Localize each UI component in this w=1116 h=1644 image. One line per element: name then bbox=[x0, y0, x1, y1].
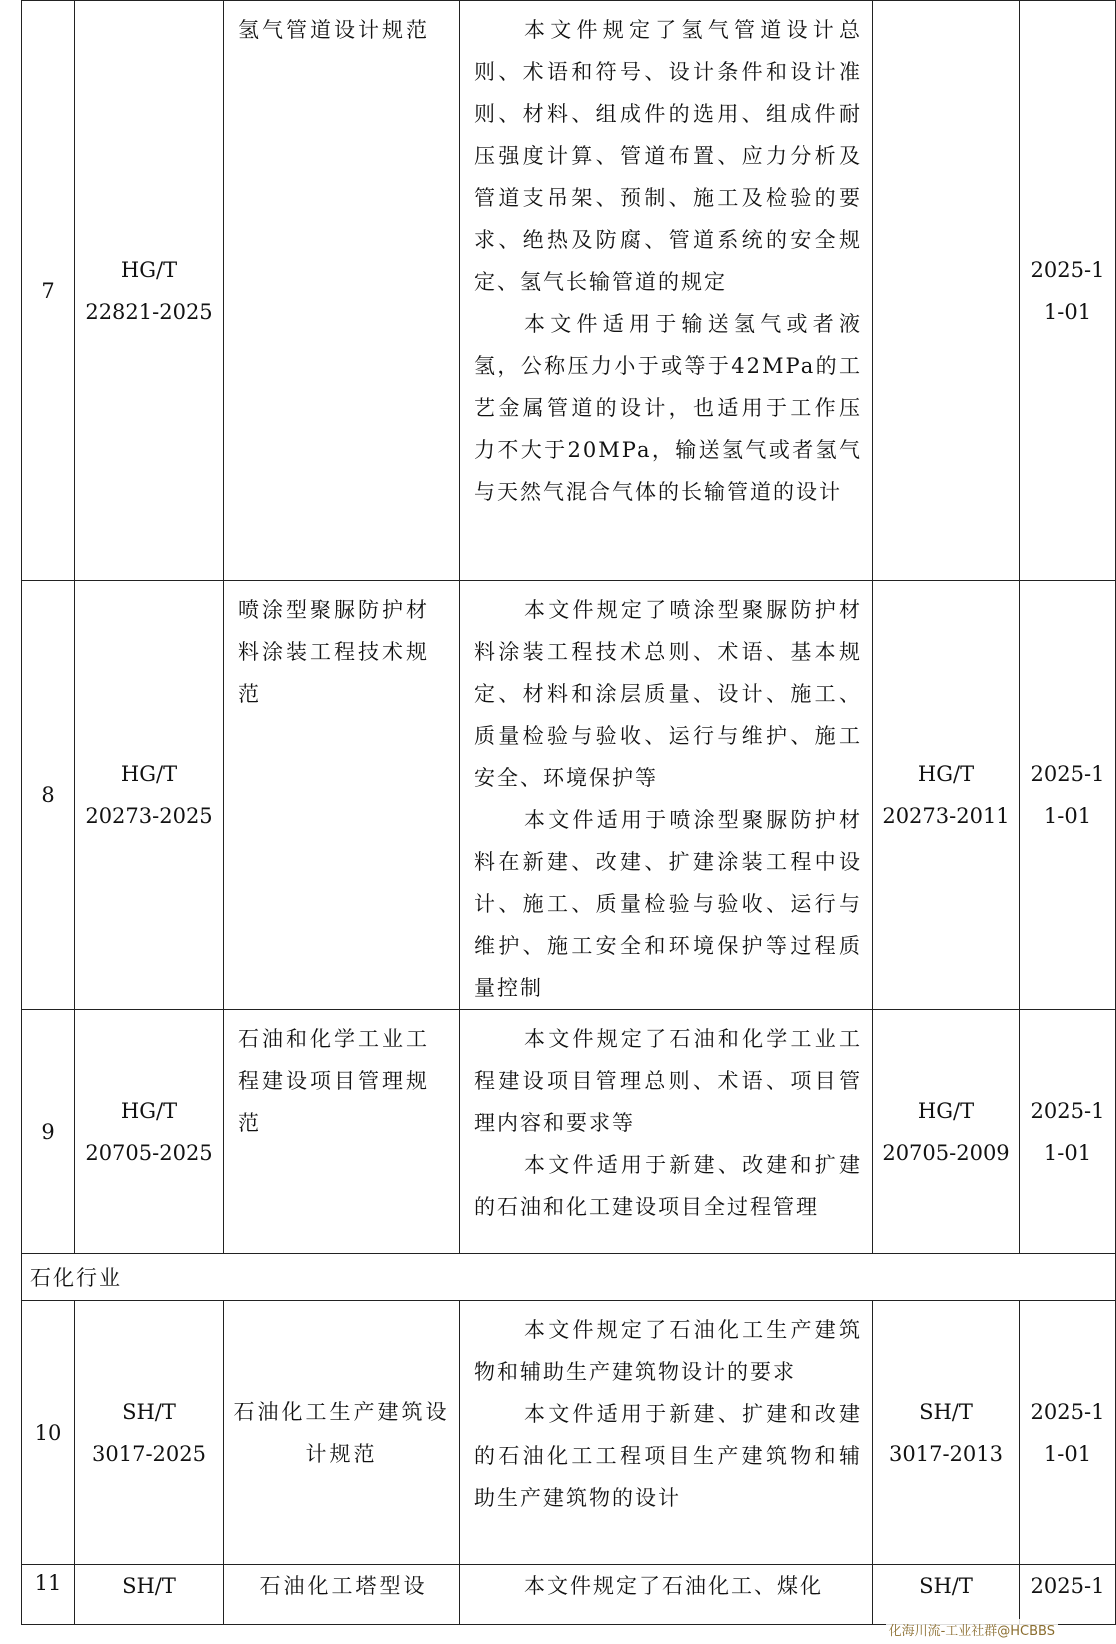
effective-date: 2025-1 bbox=[1020, 1565, 1116, 1625]
standard-description: 本文件规定了石油和化学工业工程建设项目管理总则、术语、项目管理内容和要求等 本文件适用于新建、改建和扩建的石油和化工建设项目全过程管理 bbox=[460, 1010, 873, 1254]
effective-date: 2025-1 1-01 bbox=[1020, 1010, 1116, 1254]
standard-description: 本文件规定了石油化工、煤化 bbox=[460, 1565, 873, 1625]
section-header-row bbox=[22, 1254, 1116, 1301]
standard-code: SH/T bbox=[75, 1565, 224, 1625]
table-row bbox=[22, 1, 1116, 581]
standards-table bbox=[21, 0, 1116, 1625]
standard-code: HG/T 20705-2025 bbox=[75, 1010, 224, 1254]
standard-description: 本文件规定了石油化工生产建筑物和辅助生产建筑物设计的要求 本文件适用于新建、扩建和改建的石油化工工程项目生产建筑物和辅助生产建筑物的设计 bbox=[460, 1301, 873, 1565]
table-row bbox=[22, 1010, 1116, 1254]
table-row bbox=[22, 581, 1116, 1010]
table-row bbox=[22, 1301, 1116, 1565]
row-number: 7 bbox=[22, 1, 75, 581]
row-number: 10 bbox=[22, 1301, 75, 1565]
section-title: 石化行业 bbox=[22, 1254, 1116, 1301]
effective-date: 2025-1 1-01 bbox=[1020, 581, 1116, 1010]
replaced-standard: SH/T 3017-2013 bbox=[873, 1301, 1020, 1565]
effective-date: 2025-1 1-01 bbox=[1020, 1, 1116, 581]
standard-name: 氢气管道设计规范 bbox=[224, 1, 460, 581]
replaced-standard: HG/T 20273-2011 bbox=[873, 581, 1020, 1010]
standard-description: 本文件规定了喷涂型聚脲防护材料涂装工程技术总则、术语、基本规定、材料和涂层质量、设计、施工、质量检验与验收、运行与维护、施工安全、环境保护等 本文件适用于喷涂型聚脲防护材料在新建、改建、扩建涂装工程中设计、施工、质量检验与验收、运行与维护、施工安全和环境保护等过程质量控制 bbox=[460, 581, 873, 1010]
standard-code: SH/T 3017-2025 bbox=[75, 1301, 224, 1565]
replaced-standard: HG/T 20705-2009 bbox=[873, 1010, 1020, 1254]
standard-name: 石油和化学工业工程建设项目管理规范 bbox=[224, 1010, 460, 1254]
standard-name: 石油化工塔型设 bbox=[224, 1565, 460, 1625]
standard-code: HG/T 22821-2025 bbox=[75, 1, 224, 581]
standard-description: 本文件规定了氢气管道设计总则、术语和符号、设计条件和设计准则、材料、组成件的选用、组成件耐压强度计算、管道布置、应力分析及管道支吊架、预制、施工及检验的要求、绝热及防腐、管道系统的安全规定、氢气长输管道的规定 本文件适用于输送氢气或者液氢，公称压力小于或等于42MPa的工艺金属管道的设计，也适用于工作压力不大于20MPa，输送氢气或者氢气与天然气混合气体的长输管道的设计 bbox=[460, 1, 873, 581]
row-number: 8 bbox=[22, 581, 75, 1010]
standard-name: 石油化工生产建筑设计规范 bbox=[224, 1301, 460, 1565]
table-row bbox=[22, 1565, 1116, 1625]
watermark: 化海川流-工业社群@HCBBS bbox=[886, 1619, 1058, 1640]
replaced-standard bbox=[873, 1, 1020, 581]
row-number: 11 bbox=[22, 1565, 75, 1625]
standard-code: HG/T 20273-2025 bbox=[75, 581, 224, 1010]
standard-name: 喷涂型聚脲防护材料涂装工程技术规范 bbox=[224, 581, 460, 1010]
effective-date: 2025-1 1-01 bbox=[1020, 1301, 1116, 1565]
replaced-standard: SH/T bbox=[873, 1565, 1020, 1625]
row-number: 9 bbox=[22, 1010, 75, 1254]
